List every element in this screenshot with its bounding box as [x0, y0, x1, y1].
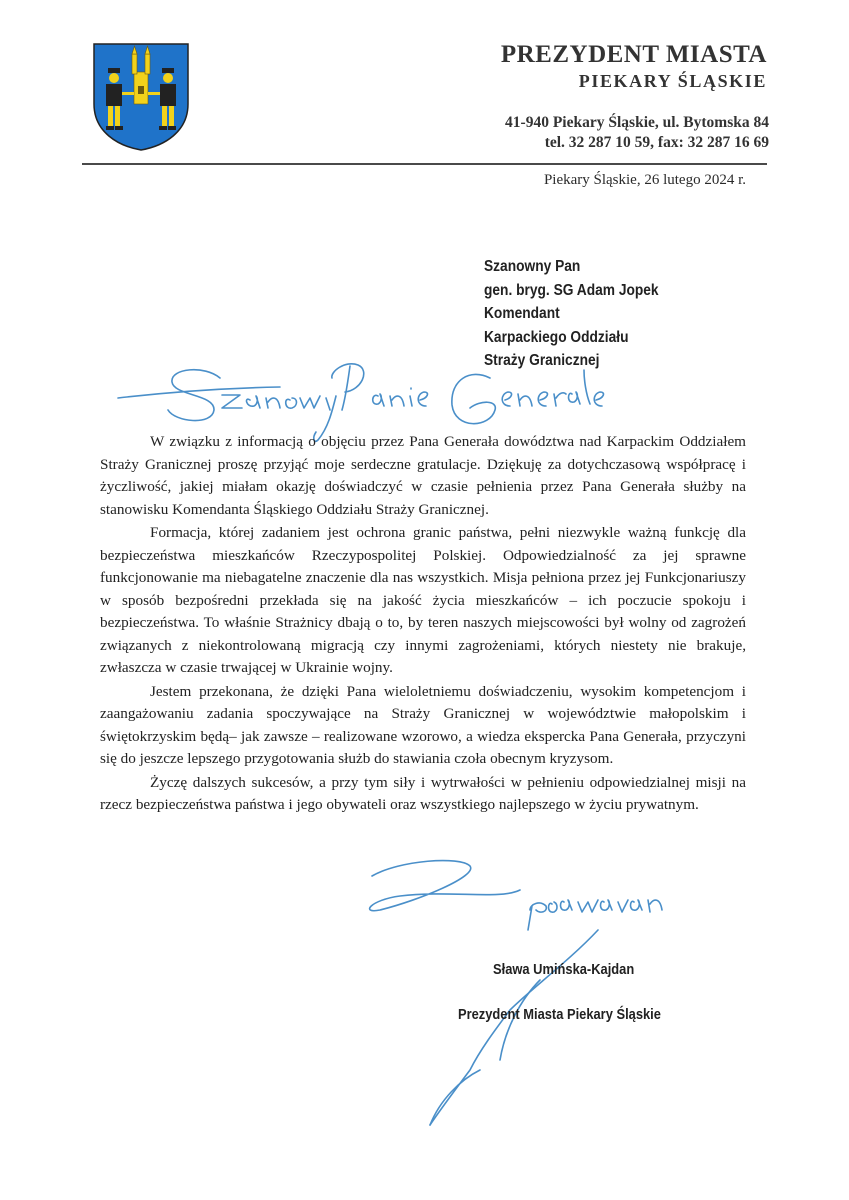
body-paragraph: Jestem przekonana, że dzięki Pana wieloletniemu doświadczeniu, wysokim kompetencjom i zaangażowaniu zadania spoczywające na Straży Granicznej w województwie małopolskim i świętokrzyskim będą– jak zawsze – realizowane wzorowo, a wiedza ekspercka Pana Generała, przyczyni się do jeszcze lepszego przygotowania służb do stawiania czoła obecnym kryzysom. — [100, 682, 746, 767]
body-paragraph: W związku z informacją o objęciu przez Pana Generała dowództwa nad Karpackim Oddziałem Straży Granicznej proszę przyjąć moje serdeczne gratulacje. Dziękuję za dotychczasową współpracę i życzliwość, jakiej miałam okazję doświadczyć w czasie pełnienia przez Pana Generała służby na stanowisku Komendanta Śląskiego Oddziału Straży Granicznej. — [100, 433, 746, 518]
handwritten-closing — [370, 861, 662, 930]
letterhead-title — [501, 40, 767, 93]
city-coat-of-arms-icon — [92, 42, 190, 152]
letter-body — [100, 431, 746, 818]
handwritten-salutation — [118, 364, 603, 441]
letterhead-title-line1: PREZYDENT MIASTA — [500, 41, 767, 68]
addressee-line: gen. bryg. SG Adam Jopek — [484, 281, 659, 299]
addressee-block — [484, 255, 659, 373]
letterhead-divider — [82, 163, 767, 165]
signatory-name: Sława Umińska-Kajdan — [493, 961, 635, 978]
address-line: 41-940 Piekary Śląskie, ul. Bytomska 84 — [505, 114, 769, 131]
addressee-line: Karpackiego Oddziału — [484, 328, 629, 346]
letterhead-title-line2: PIEKARY ŚLĄSKIE — [578, 71, 767, 91]
letter-date: Piekary Śląskie, 26 lutego 2024 r. — [543, 172, 746, 188]
addressee-line: Komendant — [484, 305, 560, 322]
body-paragraph: Formacja, której zadaniem jest ochrona granic państwa, pełni niezwykle ważną funkcję dla bezpieczeństwa mieszkańców Rzeczypospolitej Polskiej. Odpowiedzialność za jej sprawne funkcjonowanie ma niebagatelne znaczenie dla nas wszystkich. Misja pełniona przez jej Funkcjonariuszy w sposób bezpośredni przekłada się na jakość życia mieszkańców – ich poczucie spokoju i bezpieczeństwa. To właśnie Strażnicy dbają o to, by teren naszych miejscowości był wolny od zagrożeń związanych z niekontrolowaną migracją czy innymi zagrożeniami, których niestety nie brakuje, zwłaszcza w czasie trwającej w Ukrainie wojny. — [100, 524, 746, 676]
addressee-line: Straży Granicznej — [484, 352, 600, 369]
contact-line: tel. 32 287 10 59, fax: 32 287 16 69 — [544, 134, 769, 151]
handwritten-signature — [430, 930, 598, 1125]
addressee-line: Szanowny Pan — [484, 258, 581, 275]
letterhead-address — [505, 113, 769, 153]
body-paragraph: Życzę dalszych sukcesów, a przy tym siły i wytrwałości w pełnieniu odpowiedzialnej misji na rzecz bezpieczeństwa państwa i jego obywateli oraz wszystkiego najlepszego w życiu prywatnym. — [100, 773, 746, 813]
signatory-title: Prezydent Miasta Piekary Śląskie — [458, 1006, 661, 1023]
